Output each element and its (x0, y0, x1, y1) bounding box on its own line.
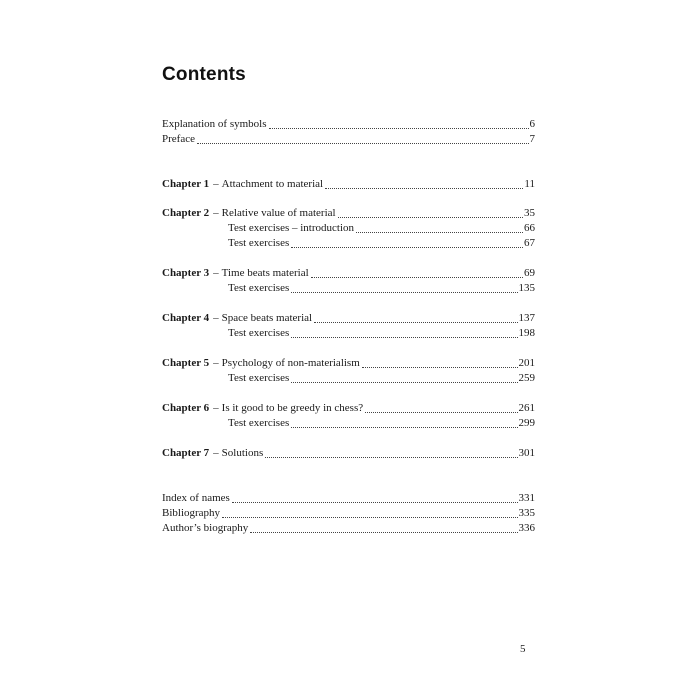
toc-entry-preface[interactable] (162, 132, 535, 147)
toc-subentry-test-exercises[interactable] (228, 236, 535, 251)
chapter-number: Chapter 5 (162, 357, 210, 369)
chapter-separator: – (213, 447, 219, 459)
subentry-page: 259 (518, 372, 535, 384)
dot-leader (356, 231, 523, 233)
toc-chapter-6[interactable] (162, 401, 535, 416)
toc-subentry-test-exercises[interactable] (228, 326, 535, 341)
subentry-page: 66 (524, 222, 535, 234)
dot-leader (362, 366, 518, 368)
toc-entry-page: 7 (529, 133, 535, 145)
dot-leader (232, 501, 518, 503)
subentry-label: Test exercises (228, 237, 290, 249)
toc-chapter-3[interactable] (162, 266, 535, 281)
toc-entry-index-of-names[interactable] (162, 491, 535, 506)
chapter-number: Chapter 1 (162, 178, 210, 190)
subentry-label: Test exercises – introduction (228, 222, 355, 234)
dot-leader (269, 127, 529, 129)
dot-leader (314, 321, 517, 323)
toc-subentry-test-exercises-introduction[interactable] (228, 221, 535, 236)
chapter-title: Space beats material (221, 312, 313, 324)
chapter-page: 261 (518, 402, 535, 414)
dot-leader (265, 456, 517, 458)
chapter-title: Attachment to material (221, 178, 324, 190)
subentry-label: Test exercises (228, 282, 290, 294)
toc-subentry-test-exercises[interactable] (228, 371, 535, 386)
chapter-title: Psychology of non-materialism (221, 357, 360, 369)
dot-leader (311, 276, 523, 278)
chapter-number: Chapter 7 (162, 447, 210, 459)
toc-entry-label: Author’s biography (162, 522, 249, 534)
dot-leader (291, 426, 517, 428)
toc-entry-page: 6 (529, 118, 535, 130)
chapter-page: 35 (524, 207, 535, 219)
toc-entry-label: Explanation of symbols (162, 118, 267, 130)
toc-entry-bibliography[interactable] (162, 506, 535, 521)
chapter-number: Chapter 3 (162, 267, 210, 279)
toc-entry-page: 336 (518, 522, 535, 534)
chapter-separator: – (213, 402, 219, 414)
chapter-separator: – (213, 207, 219, 219)
toc-entry-explanation-of-symbols[interactable] (162, 117, 535, 132)
chapter-number: Chapter 6 (162, 402, 210, 414)
dot-leader (365, 411, 517, 413)
page-number: 5 (520, 643, 526, 655)
chapter-page: 201 (518, 357, 535, 369)
chapter-title: Is it good to be greedy in chess? (221, 402, 364, 414)
toc-chapter-5[interactable] (162, 356, 535, 371)
toc-subentry-test-exercises[interactable] (228, 281, 535, 296)
toc-entry-page: 331 (518, 492, 535, 504)
dot-leader (325, 187, 523, 189)
chapter-title: Relative value of material (221, 207, 336, 219)
subentry-label: Test exercises (228, 327, 290, 339)
chapter-page: 137 (518, 312, 535, 324)
dot-leader (250, 531, 517, 533)
subentry-page: 299 (518, 417, 535, 429)
subentry-label: Test exercises (228, 372, 290, 384)
chapter-separator: – (213, 357, 219, 369)
toc-entry-label: Bibliography (162, 507, 221, 519)
toc-chapter-4[interactable] (162, 311, 535, 326)
chapter-separator: – (213, 267, 219, 279)
dot-leader (222, 516, 517, 518)
toc-chapter-1[interactable] (162, 177, 535, 192)
chapter-title: Time beats material (221, 267, 309, 279)
dot-leader (291, 381, 517, 383)
toc-chapter-2[interactable] (162, 206, 535, 221)
chapter-page: 69 (524, 267, 535, 279)
subentry-page: 67 (524, 237, 535, 249)
toc-entry-authors-biography[interactable] (162, 521, 535, 536)
toc-entry-page: 335 (518, 507, 535, 519)
subentry-label: Test exercises (228, 417, 290, 429)
subentry-page: 135 (518, 282, 535, 294)
chapter-page: 301 (518, 447, 535, 459)
page-title: Contents (162, 64, 246, 85)
dot-leader (338, 216, 523, 218)
chapter-number: Chapter 2 (162, 207, 210, 219)
dot-leader (291, 246, 523, 248)
toc-subentry-test-exercises[interactable] (228, 416, 535, 431)
chapter-page: 11 (524, 178, 535, 190)
toc-entry-label: Index of names (162, 492, 230, 504)
dot-leader (291, 336, 517, 338)
subentry-page: 198 (518, 327, 535, 339)
chapter-separator: – (213, 178, 219, 190)
chapter-number: Chapter 4 (162, 312, 210, 324)
chapter-title: Solutions (221, 447, 264, 459)
dot-leader (197, 142, 529, 144)
toc-chapter-7[interactable] (162, 446, 535, 461)
dot-leader (291, 291, 517, 293)
chapter-separator: – (213, 312, 219, 324)
toc-entry-label: Preface (162, 133, 195, 145)
